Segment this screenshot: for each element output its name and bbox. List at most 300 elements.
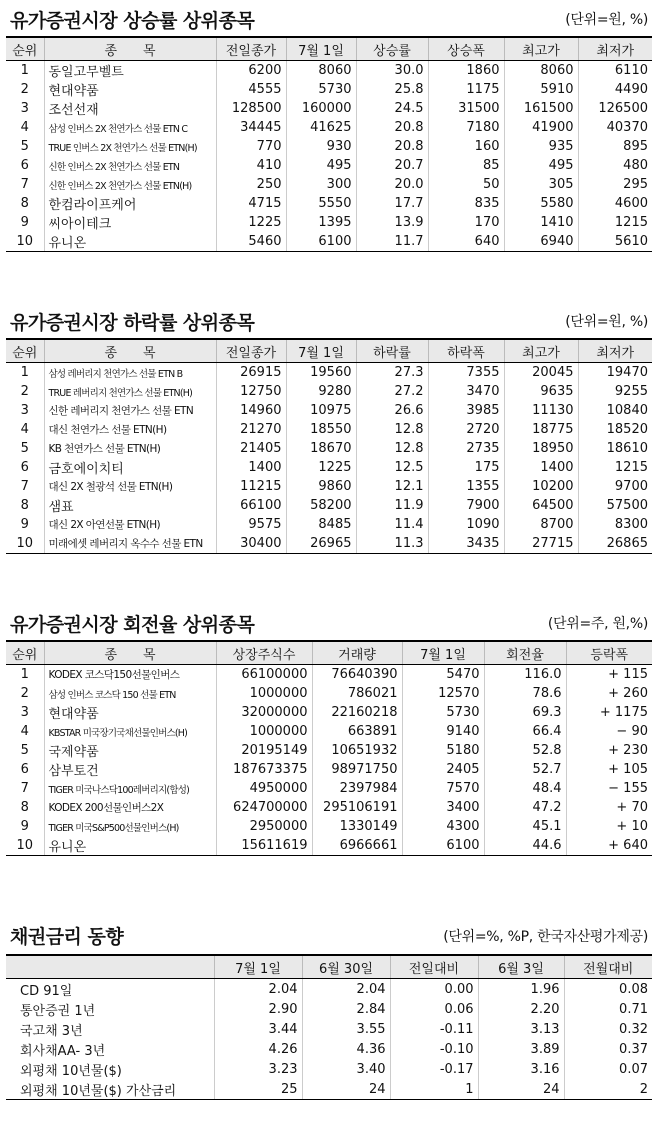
table-row xyxy=(6,401,652,420)
value-cell: 2.90 xyxy=(214,999,302,1019)
value-cell: 3.13 xyxy=(478,1019,564,1039)
value-cell: 5180 xyxy=(402,741,484,760)
value-cell: 4490 xyxy=(578,80,652,99)
value-cell: 4300 xyxy=(402,817,484,836)
value-cell: 640 xyxy=(428,232,504,252)
bond-name: 외평채 10년물($) 가산금리 xyxy=(6,1079,214,1100)
value-cell: 17.7 xyxy=(356,194,428,213)
value-cell: 295 xyxy=(578,175,652,194)
value-cell: 25 xyxy=(214,1079,302,1100)
value-cell: 26.6 xyxy=(356,401,428,420)
value-cell: 2 xyxy=(564,1079,652,1100)
turnover-title: 유가증권시장 회전율 상위종목 xyxy=(10,614,255,636)
table-row xyxy=(6,722,652,741)
value-cell: 12.8 xyxy=(356,439,428,458)
rank-cell: 9 xyxy=(20,819,29,834)
rank-cell: 8 xyxy=(20,196,29,211)
value-cell: 1225 xyxy=(286,458,356,477)
value-cell: 40370 xyxy=(578,118,652,137)
table-row xyxy=(6,99,652,118)
value-cell: 11.3 xyxy=(356,534,428,554)
value-cell: 480 xyxy=(578,156,652,175)
value-cell: 18950 xyxy=(504,439,578,458)
value-cell: 4.26 xyxy=(214,1039,302,1059)
table-row xyxy=(6,760,652,779)
value-cell: + 115 xyxy=(566,665,652,685)
value-cell: 1215 xyxy=(578,213,652,232)
rank-cell: 3 xyxy=(20,403,29,418)
value-cell: 10200 xyxy=(504,477,578,496)
stock-name: 대신 2X 철광석 선물 ETN(H) xyxy=(44,477,216,496)
rank-cell: 4 xyxy=(20,422,29,437)
value-cell: 126500 xyxy=(578,99,652,118)
column-header: 상승률 xyxy=(356,37,428,61)
stock-name: 유니온 xyxy=(44,232,216,252)
stock-name: 금호에이치티 xyxy=(44,458,216,477)
value-cell: 76640390 xyxy=(312,665,402,685)
value-cell: 27715 xyxy=(504,534,578,554)
value-cell: 26965 xyxy=(286,534,356,554)
value-cell: 495 xyxy=(286,156,356,175)
value-cell: 7180 xyxy=(428,118,504,137)
value-cell: 835 xyxy=(428,194,504,213)
column-header: 7월 1일 xyxy=(286,37,356,61)
rank-cell: 3 xyxy=(20,101,29,116)
losers-table xyxy=(6,338,652,554)
value-cell: 26915 xyxy=(216,363,286,383)
value-cell: 9700 xyxy=(578,477,652,496)
table-row xyxy=(6,798,652,817)
value-cell: 19470 xyxy=(578,363,652,383)
table-row xyxy=(6,1059,652,1079)
value-cell: 78.6 xyxy=(484,684,566,703)
value-cell: 47.2 xyxy=(484,798,566,817)
bond-name: 국고채 3년 xyxy=(20,1023,83,1039)
value-cell: 1400 xyxy=(216,458,286,477)
value-cell: 7570 xyxy=(402,779,484,798)
rank-cell: 5 xyxy=(20,139,29,154)
value-cell: 32000000 xyxy=(216,703,312,722)
stock-name: 삼성 레버리지 천연가스 선물 ETN B xyxy=(44,363,216,383)
column-header: 거래량 xyxy=(312,641,402,665)
value-cell: 1000000 xyxy=(216,684,312,703)
rank-cell: 1 xyxy=(20,667,29,682)
value-cell: 0.71 xyxy=(564,999,652,1019)
value-cell: 1860 xyxy=(428,61,504,81)
stock-name: 샘표 xyxy=(44,496,216,515)
rank-cell: 8 xyxy=(20,800,29,815)
column-header: 순위 xyxy=(6,339,44,363)
value-cell: 2.04 xyxy=(214,979,302,1000)
bond-name: 외평채 10년물($) xyxy=(20,1063,122,1079)
table-row xyxy=(6,836,652,856)
value-cell: 2397984 xyxy=(312,779,402,798)
value-cell: 25.8 xyxy=(356,80,428,99)
rank-cell: 10 xyxy=(6,836,44,856)
value-cell: 495 xyxy=(504,156,578,175)
value-cell: + 10 xyxy=(566,817,652,836)
bond-name: CD 91일 xyxy=(20,983,73,999)
table-row xyxy=(6,137,652,156)
rank-cell: 3 xyxy=(20,705,29,720)
rank-cell: 5 xyxy=(20,441,29,456)
column-header: 순위 xyxy=(6,37,44,61)
value-cell: 21405 xyxy=(216,439,286,458)
value-cell: 7900 xyxy=(428,496,504,515)
value-cell: 4.36 xyxy=(302,1039,390,1059)
value-cell: 12.5 xyxy=(356,458,428,477)
value-cell: 44.6 xyxy=(484,836,566,856)
value-cell: 20.0 xyxy=(356,175,428,194)
value-cell: 5610 xyxy=(578,232,652,252)
column-header: 최저가 xyxy=(578,339,652,363)
value-cell: 66100 xyxy=(216,496,286,515)
value-cell: 0.32 xyxy=(564,1019,652,1039)
column-header: 종 목 xyxy=(44,339,216,363)
value-cell: 3.89 xyxy=(478,1039,564,1059)
value-cell: 930 xyxy=(286,137,356,156)
value-cell: 3985 xyxy=(428,401,504,420)
value-cell: 13.9 xyxy=(356,213,428,232)
rank-cell: 2 xyxy=(20,82,29,97)
value-cell: 0.00 xyxy=(390,979,478,1000)
bond-name: 회사채AA- 3년 xyxy=(20,1043,106,1059)
value-cell: 935 xyxy=(504,137,578,156)
value-cell: 9255 xyxy=(578,382,652,401)
value-cell: 1225 xyxy=(216,213,286,232)
value-cell: 2.04 xyxy=(302,979,390,1000)
column-header: 7월 1일 xyxy=(402,641,484,665)
rank-cell: 6 xyxy=(20,762,29,777)
value-cell: 64500 xyxy=(504,496,578,515)
value-cell: 48.4 xyxy=(484,779,566,798)
stock-name: 신한 인버스 2X 천연가스 선물 ETN(H) xyxy=(44,175,216,194)
value-cell: 305 xyxy=(504,175,578,194)
table-row xyxy=(6,382,652,401)
table-row xyxy=(6,979,652,1000)
table-row xyxy=(6,80,652,99)
table-row xyxy=(6,496,652,515)
value-cell: 21270 xyxy=(216,420,286,439)
value-cell: 11.9 xyxy=(356,496,428,515)
value-cell: 11130 xyxy=(504,401,578,420)
value-cell: 6966661 xyxy=(312,836,402,856)
value-cell: 24 xyxy=(478,1079,564,1100)
value-cell: 11.4 xyxy=(356,515,428,534)
stock-name: 국제약품 xyxy=(44,741,216,760)
value-cell: 41900 xyxy=(504,118,578,137)
column-header: 종 목 xyxy=(44,37,216,61)
value-cell: 22160218 xyxy=(312,703,402,722)
value-cell: 4555 xyxy=(216,80,286,99)
value-cell: 12570 xyxy=(402,684,484,703)
column-header: 전일종가 xyxy=(216,37,286,61)
value-cell: 187673375 xyxy=(216,760,312,779)
value-cell: 160 xyxy=(428,137,504,156)
value-cell: 27.3 xyxy=(356,363,428,383)
column-header: 상승폭 xyxy=(428,37,504,61)
stock-name: 현대약품 xyxy=(44,80,216,99)
table-row xyxy=(6,232,652,252)
value-cell: 6100 xyxy=(286,232,356,252)
value-cell: 160000 xyxy=(286,99,356,118)
value-cell: 3435 xyxy=(428,534,504,554)
rank-cell: 9 xyxy=(20,517,29,532)
column-header: 7월 1일 xyxy=(214,955,302,979)
value-cell: -0.10 xyxy=(390,1039,478,1059)
value-cell: 9635 xyxy=(504,382,578,401)
value-cell: 0.37 xyxy=(564,1039,652,1059)
table-row xyxy=(6,1019,652,1039)
turnover-section xyxy=(6,608,652,856)
value-cell: 8060 xyxy=(504,61,578,81)
column-header xyxy=(6,955,214,979)
stock-name: 삼성 인버스 코스닥 150 선물 ETN xyxy=(44,684,216,703)
value-cell: 3.44 xyxy=(214,1019,302,1039)
value-cell: + 640 xyxy=(566,836,652,856)
gainers-unit: (단위=원, %) xyxy=(565,12,648,28)
stock-name: 대신 2X 아연선물 ETN(H) xyxy=(44,515,216,534)
gainers-section xyxy=(6,4,652,252)
value-cell: 66100000 xyxy=(216,665,312,685)
table-row xyxy=(6,61,652,81)
value-cell: 770 xyxy=(216,137,286,156)
table-row xyxy=(6,439,652,458)
bonds-title: 채권금리 동향 xyxy=(10,926,124,948)
value-cell: + 260 xyxy=(566,684,652,703)
stock-name: 한컴라이프케어 xyxy=(44,194,216,213)
value-cell: 0.07 xyxy=(564,1059,652,1079)
value-cell: 66.4 xyxy=(484,722,566,741)
table-row xyxy=(6,1039,652,1059)
bonds-section xyxy=(6,918,652,1100)
column-header: 하락률 xyxy=(356,339,428,363)
value-cell: + 1175 xyxy=(566,703,652,722)
value-cell: 10840 xyxy=(578,401,652,420)
value-cell: 4950000 xyxy=(216,779,312,798)
stock-name: 조선선재 xyxy=(44,99,216,118)
table-row xyxy=(6,703,652,722)
value-cell: 3.16 xyxy=(478,1059,564,1079)
rank-cell: 10 xyxy=(6,534,44,554)
value-cell: 18670 xyxy=(286,439,356,458)
value-cell: 5910 xyxy=(504,80,578,99)
table-row xyxy=(6,175,652,194)
value-cell: 20045 xyxy=(504,363,578,383)
value-cell: 170 xyxy=(428,213,504,232)
value-cell: 41625 xyxy=(286,118,356,137)
stock-name: TRUE 레버리지 천연가스 선물 ETN(H) xyxy=(44,382,216,401)
value-cell: 19560 xyxy=(286,363,356,383)
value-cell: 116.0 xyxy=(484,665,566,685)
value-cell: 12.1 xyxy=(356,477,428,496)
rank-cell: 6 xyxy=(20,158,29,173)
value-cell: -0.17 xyxy=(390,1059,478,1079)
table-row xyxy=(6,817,652,836)
turnover-unit: (단위=주, 원,%) xyxy=(547,616,648,632)
value-cell: 52.8 xyxy=(484,741,566,760)
rank-cell: 7 xyxy=(20,781,29,796)
value-cell: 6110 xyxy=(578,61,652,81)
value-cell: 1355 xyxy=(428,477,504,496)
value-cell: 3.23 xyxy=(214,1059,302,1079)
value-cell: 20.7 xyxy=(356,156,428,175)
rank-cell: 7 xyxy=(20,479,29,494)
gainers-title: 유가증권시장 상승률 상위종목 xyxy=(10,10,255,32)
value-cell: 2950000 xyxy=(216,817,312,836)
value-cell: 9860 xyxy=(286,477,356,496)
value-cell: 786021 xyxy=(312,684,402,703)
column-header: 최고가 xyxy=(504,37,578,61)
value-cell: 2.84 xyxy=(302,999,390,1019)
value-cell: 128500 xyxy=(216,99,286,118)
value-cell: 5550 xyxy=(286,194,356,213)
value-cell: 1.96 xyxy=(478,979,564,1000)
value-cell: 175 xyxy=(428,458,504,477)
rank-cell: 4 xyxy=(20,120,29,135)
value-cell: 12.8 xyxy=(356,420,428,439)
table-row xyxy=(6,420,652,439)
value-cell: 2.20 xyxy=(478,999,564,1019)
value-cell: 9280 xyxy=(286,382,356,401)
value-cell: 14960 xyxy=(216,401,286,420)
value-cell: 9575 xyxy=(216,515,286,534)
value-cell: 9140 xyxy=(402,722,484,741)
table-row xyxy=(6,363,652,383)
value-cell: 20195149 xyxy=(216,741,312,760)
value-cell: 895 xyxy=(578,137,652,156)
value-cell: 18550 xyxy=(286,420,356,439)
value-cell: 1410 xyxy=(504,213,578,232)
value-cell: 15611619 xyxy=(216,836,312,856)
rank-cell: 4 xyxy=(20,724,29,739)
value-cell: 8060 xyxy=(286,61,356,81)
table-row xyxy=(6,534,652,554)
value-cell: 1 xyxy=(390,1079,478,1100)
losers-unit: (단위=원, %) xyxy=(565,314,648,330)
value-cell: 18775 xyxy=(504,420,578,439)
value-cell: − 90 xyxy=(566,722,652,741)
stock-name: TIGER 미국나스닥100레버리지(합성) xyxy=(44,779,216,798)
stock-name: KODEX 200선물인버스2X xyxy=(44,798,216,817)
stock-name: 씨아이테크 xyxy=(44,213,216,232)
value-cell: 1090 xyxy=(428,515,504,534)
value-cell: 5470 xyxy=(402,665,484,685)
value-cell: 300 xyxy=(286,175,356,194)
column-header: 전일종가 xyxy=(216,339,286,363)
value-cell: 34445 xyxy=(216,118,286,137)
stock-name: 미래에셋 레버리지 옥수수 선물 ETN xyxy=(44,534,216,554)
value-cell: + 70 xyxy=(566,798,652,817)
value-cell: 1215 xyxy=(578,458,652,477)
table-row xyxy=(6,684,652,703)
value-cell: 50 xyxy=(428,175,504,194)
losers-section xyxy=(6,306,652,554)
stock-name: 동일고무벨트 xyxy=(44,61,216,81)
rank-cell: 2 xyxy=(20,384,29,399)
value-cell: 1395 xyxy=(286,213,356,232)
value-cell: 30400 xyxy=(216,534,286,554)
turnover-table xyxy=(6,640,652,856)
column-header: 순위 xyxy=(6,641,44,665)
value-cell: 410 xyxy=(216,156,286,175)
value-cell: 11215 xyxy=(216,477,286,496)
table-row xyxy=(6,213,652,232)
value-cell: 5460 xyxy=(216,232,286,252)
value-cell: 6100 xyxy=(402,836,484,856)
value-cell: 85 xyxy=(428,156,504,175)
stock-name: KB 천연가스 선물 ETN(H) xyxy=(44,439,216,458)
value-cell: 24.5 xyxy=(356,99,428,118)
value-cell: 5580 xyxy=(504,194,578,213)
stock-name: 현대약품 xyxy=(44,703,216,722)
value-cell: 31500 xyxy=(428,99,504,118)
rank-cell: 6 xyxy=(20,460,29,475)
value-cell: 58200 xyxy=(286,496,356,515)
value-cell: 624700000 xyxy=(216,798,312,817)
value-cell: 20.8 xyxy=(356,118,428,137)
value-cell: 4715 xyxy=(216,194,286,213)
stock-name: TRUE 인버스 2X 천연가스 선물 ETN(H) xyxy=(44,137,216,156)
rank-cell: 9 xyxy=(20,215,29,230)
table-row xyxy=(6,458,652,477)
table-row xyxy=(6,515,652,534)
value-cell: 8700 xyxy=(504,515,578,534)
value-cell: 161500 xyxy=(504,99,578,118)
table-row xyxy=(6,477,652,496)
value-cell: 5730 xyxy=(286,80,356,99)
column-header: 등락폭 xyxy=(566,641,652,665)
stock-name: KODEX 코스닥150선물인버스 xyxy=(44,665,216,685)
value-cell: 7355 xyxy=(428,363,504,383)
value-cell: 12750 xyxy=(216,382,286,401)
column-header: 회전율 xyxy=(484,641,566,665)
column-header: 최고가 xyxy=(504,339,578,363)
value-cell: 20.8 xyxy=(356,137,428,156)
value-cell: 295106191 xyxy=(312,798,402,817)
value-cell: 0.06 xyxy=(390,999,478,1019)
table-row xyxy=(6,741,652,760)
value-cell: 18520 xyxy=(578,420,652,439)
value-cell: 3.55 xyxy=(302,1019,390,1039)
value-cell: 4600 xyxy=(578,194,652,213)
value-cell: 26865 xyxy=(578,534,652,554)
rank-cell: 7 xyxy=(20,177,29,192)
table-row xyxy=(6,156,652,175)
stock-name: 신한 인버스 2X 천연가스 선물 ETN xyxy=(44,156,216,175)
rank-cell: 8 xyxy=(20,498,29,513)
column-header: 전일대비 xyxy=(390,955,478,979)
value-cell: 30.0 xyxy=(356,61,428,81)
value-cell: 1175 xyxy=(428,80,504,99)
value-cell: 2405 xyxy=(402,760,484,779)
stock-name: KBSTAR 미국장기국채선물인버스(H) xyxy=(44,722,216,741)
stock-name: 대신 천연가스 선물 ETN(H) xyxy=(44,420,216,439)
value-cell: 250 xyxy=(216,175,286,194)
stock-name: 유니온 xyxy=(44,836,216,856)
value-cell: 1400 xyxy=(504,458,578,477)
table-row xyxy=(6,118,652,137)
value-cell: 6940 xyxy=(504,232,578,252)
gainers-table xyxy=(6,36,652,252)
value-cell: 10975 xyxy=(286,401,356,420)
table-row xyxy=(6,779,652,798)
rank-cell: 1 xyxy=(20,365,29,380)
value-cell: 45.1 xyxy=(484,817,566,836)
value-cell: 3470 xyxy=(428,382,504,401)
value-cell: 8300 xyxy=(578,515,652,534)
column-header: 전월대비 xyxy=(564,955,652,979)
